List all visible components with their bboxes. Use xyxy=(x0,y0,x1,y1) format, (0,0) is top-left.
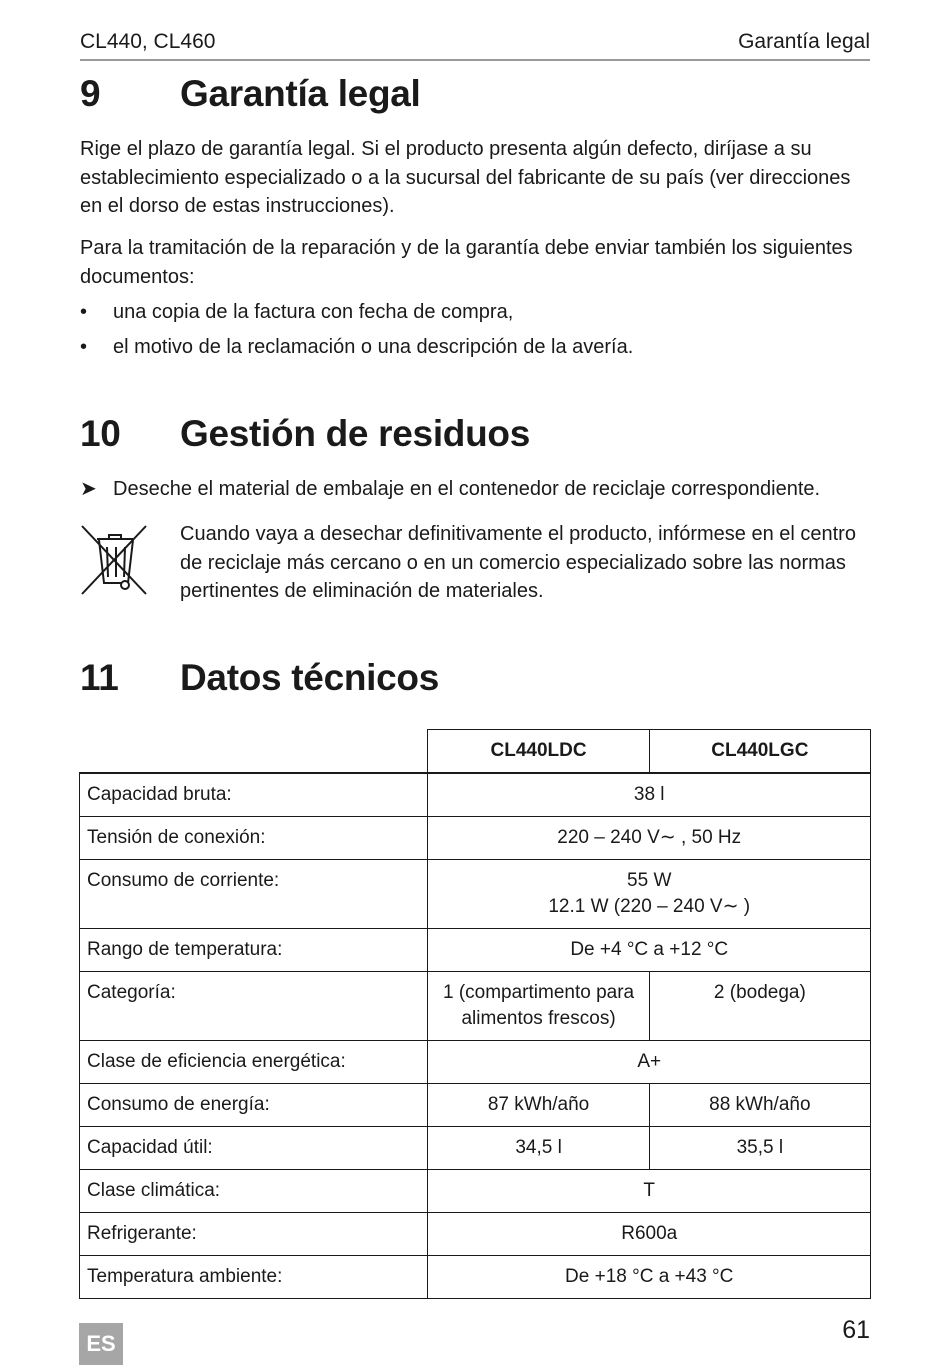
value-line: alimentos frescos) xyxy=(461,1008,616,1029)
list-item-text: el motivo de la reclamación o una descripción de la avería. xyxy=(113,336,634,358)
table-row xyxy=(80,773,871,817)
row-value: De +4 °C a +12 °C xyxy=(428,929,871,972)
arrow-icon: ➤ xyxy=(80,478,97,500)
table-row xyxy=(80,972,871,1041)
table-row xyxy=(80,1256,871,1299)
disposal-paragraph: Cuando vaya a desechar definitivamente el producto, infórmese en el centro de reciclaje más cercano o en un comercio especializado sobre las normas pertinentes de eliminación de materiales. xyxy=(180,523,856,602)
documents-paragraph: Para la tramitación de la reparación y de la garantía debe enviar también los siguientes documentos: xyxy=(80,237,853,288)
row-value: 38 l xyxy=(428,773,871,817)
table-row xyxy=(80,1084,871,1127)
row-value-lgc: 2 (bodega) xyxy=(649,972,870,1041)
row-value: R600a xyxy=(428,1213,871,1256)
section-number: 10 xyxy=(80,413,121,454)
bullet-icon: • xyxy=(80,336,88,358)
table-row xyxy=(80,1127,871,1170)
section-title: Datos técnicos xyxy=(180,657,439,698)
packaging-instruction xyxy=(80,475,820,503)
page-number: 61 xyxy=(842,1316,870,1344)
row-label: Clase de eficiencia energética: xyxy=(80,1041,428,1084)
row-label: Clase climática: xyxy=(80,1170,428,1213)
table-row xyxy=(80,1170,871,1213)
section-9-heading xyxy=(80,73,421,115)
section-number: 9 xyxy=(80,73,101,114)
table-row xyxy=(80,1213,871,1256)
row-value-lgc: 35,5 l xyxy=(649,1127,870,1170)
section-title: Garantía legal xyxy=(180,73,421,114)
table-header-row xyxy=(80,730,871,774)
row-value: De +18 °C a +43 °C xyxy=(428,1256,871,1299)
table-row xyxy=(80,1041,871,1084)
table-row xyxy=(80,817,871,860)
row-label: Consumo de energía: xyxy=(80,1084,428,1127)
documents-list xyxy=(80,298,870,361)
running-header-models: CL440, CL460 xyxy=(80,30,216,53)
row-value-lgc: 88 kWh/año xyxy=(649,1084,870,1127)
list-item-text: una copia de la factura con fecha de compra, xyxy=(113,301,514,323)
table-row xyxy=(80,929,871,972)
row-label: Capacidad bruta: xyxy=(80,773,428,817)
value-line: 1 (compartimento para xyxy=(442,982,635,1003)
model-header-ldc: CL440LDC xyxy=(428,730,649,774)
model-header-lgc: CL440LGC xyxy=(649,730,870,774)
section-title: Gestión de residuos xyxy=(180,413,530,454)
row-label: Rango de temperatura: xyxy=(80,929,428,972)
row-label: Tensión de conexión: xyxy=(80,817,428,860)
table-corner-cell xyxy=(80,730,428,774)
table-row xyxy=(80,860,871,929)
section-11-heading xyxy=(80,657,439,699)
instruction-text: Deseche el material de embalaje en el contenedor de reciclaje correspondiente. xyxy=(113,478,821,500)
row-label: Capacidad útil: xyxy=(80,1127,428,1170)
value-line: 55 W xyxy=(627,870,672,891)
running-header-section: Garantía legal xyxy=(738,30,870,53)
list-item xyxy=(80,298,870,326)
row-label: Temperatura ambiente: xyxy=(80,1256,428,1299)
bullet-icon: • xyxy=(80,301,88,323)
row-value: T xyxy=(428,1170,871,1213)
value-line: 12.1 W (220 – 240 V∼ ) xyxy=(548,896,751,917)
language-badge: ES xyxy=(79,1323,123,1365)
header-divider xyxy=(80,59,870,61)
section-10-heading xyxy=(80,413,530,455)
row-label: Refrigerante: xyxy=(80,1213,428,1256)
row-value-ldc: 87 kWh/año xyxy=(428,1084,649,1127)
row-value xyxy=(428,860,871,929)
row-value: A+ xyxy=(428,1041,871,1084)
row-label: Consumo de corriente: xyxy=(80,860,428,929)
row-value-ldc xyxy=(428,972,649,1041)
warranty-paragraph: Rige el plazo de garantía legal. Si el producto presenta algún defecto, diríjase a su establecimiento especializado o a la sucursal del fabricante de su país (ver direcciones en el dorso de estas instrucciones). xyxy=(80,138,851,217)
list-item xyxy=(80,333,870,361)
technical-data-table xyxy=(79,729,871,1299)
row-value: 220 – 240 V∼ , 50 Hz xyxy=(428,817,871,860)
section-number: 11 xyxy=(80,657,119,698)
crossed-out-wheelie-bin-icon xyxy=(79,523,149,597)
row-value-ldc: 34,5 l xyxy=(428,1127,649,1170)
row-label: Categoría: xyxy=(80,972,428,1041)
